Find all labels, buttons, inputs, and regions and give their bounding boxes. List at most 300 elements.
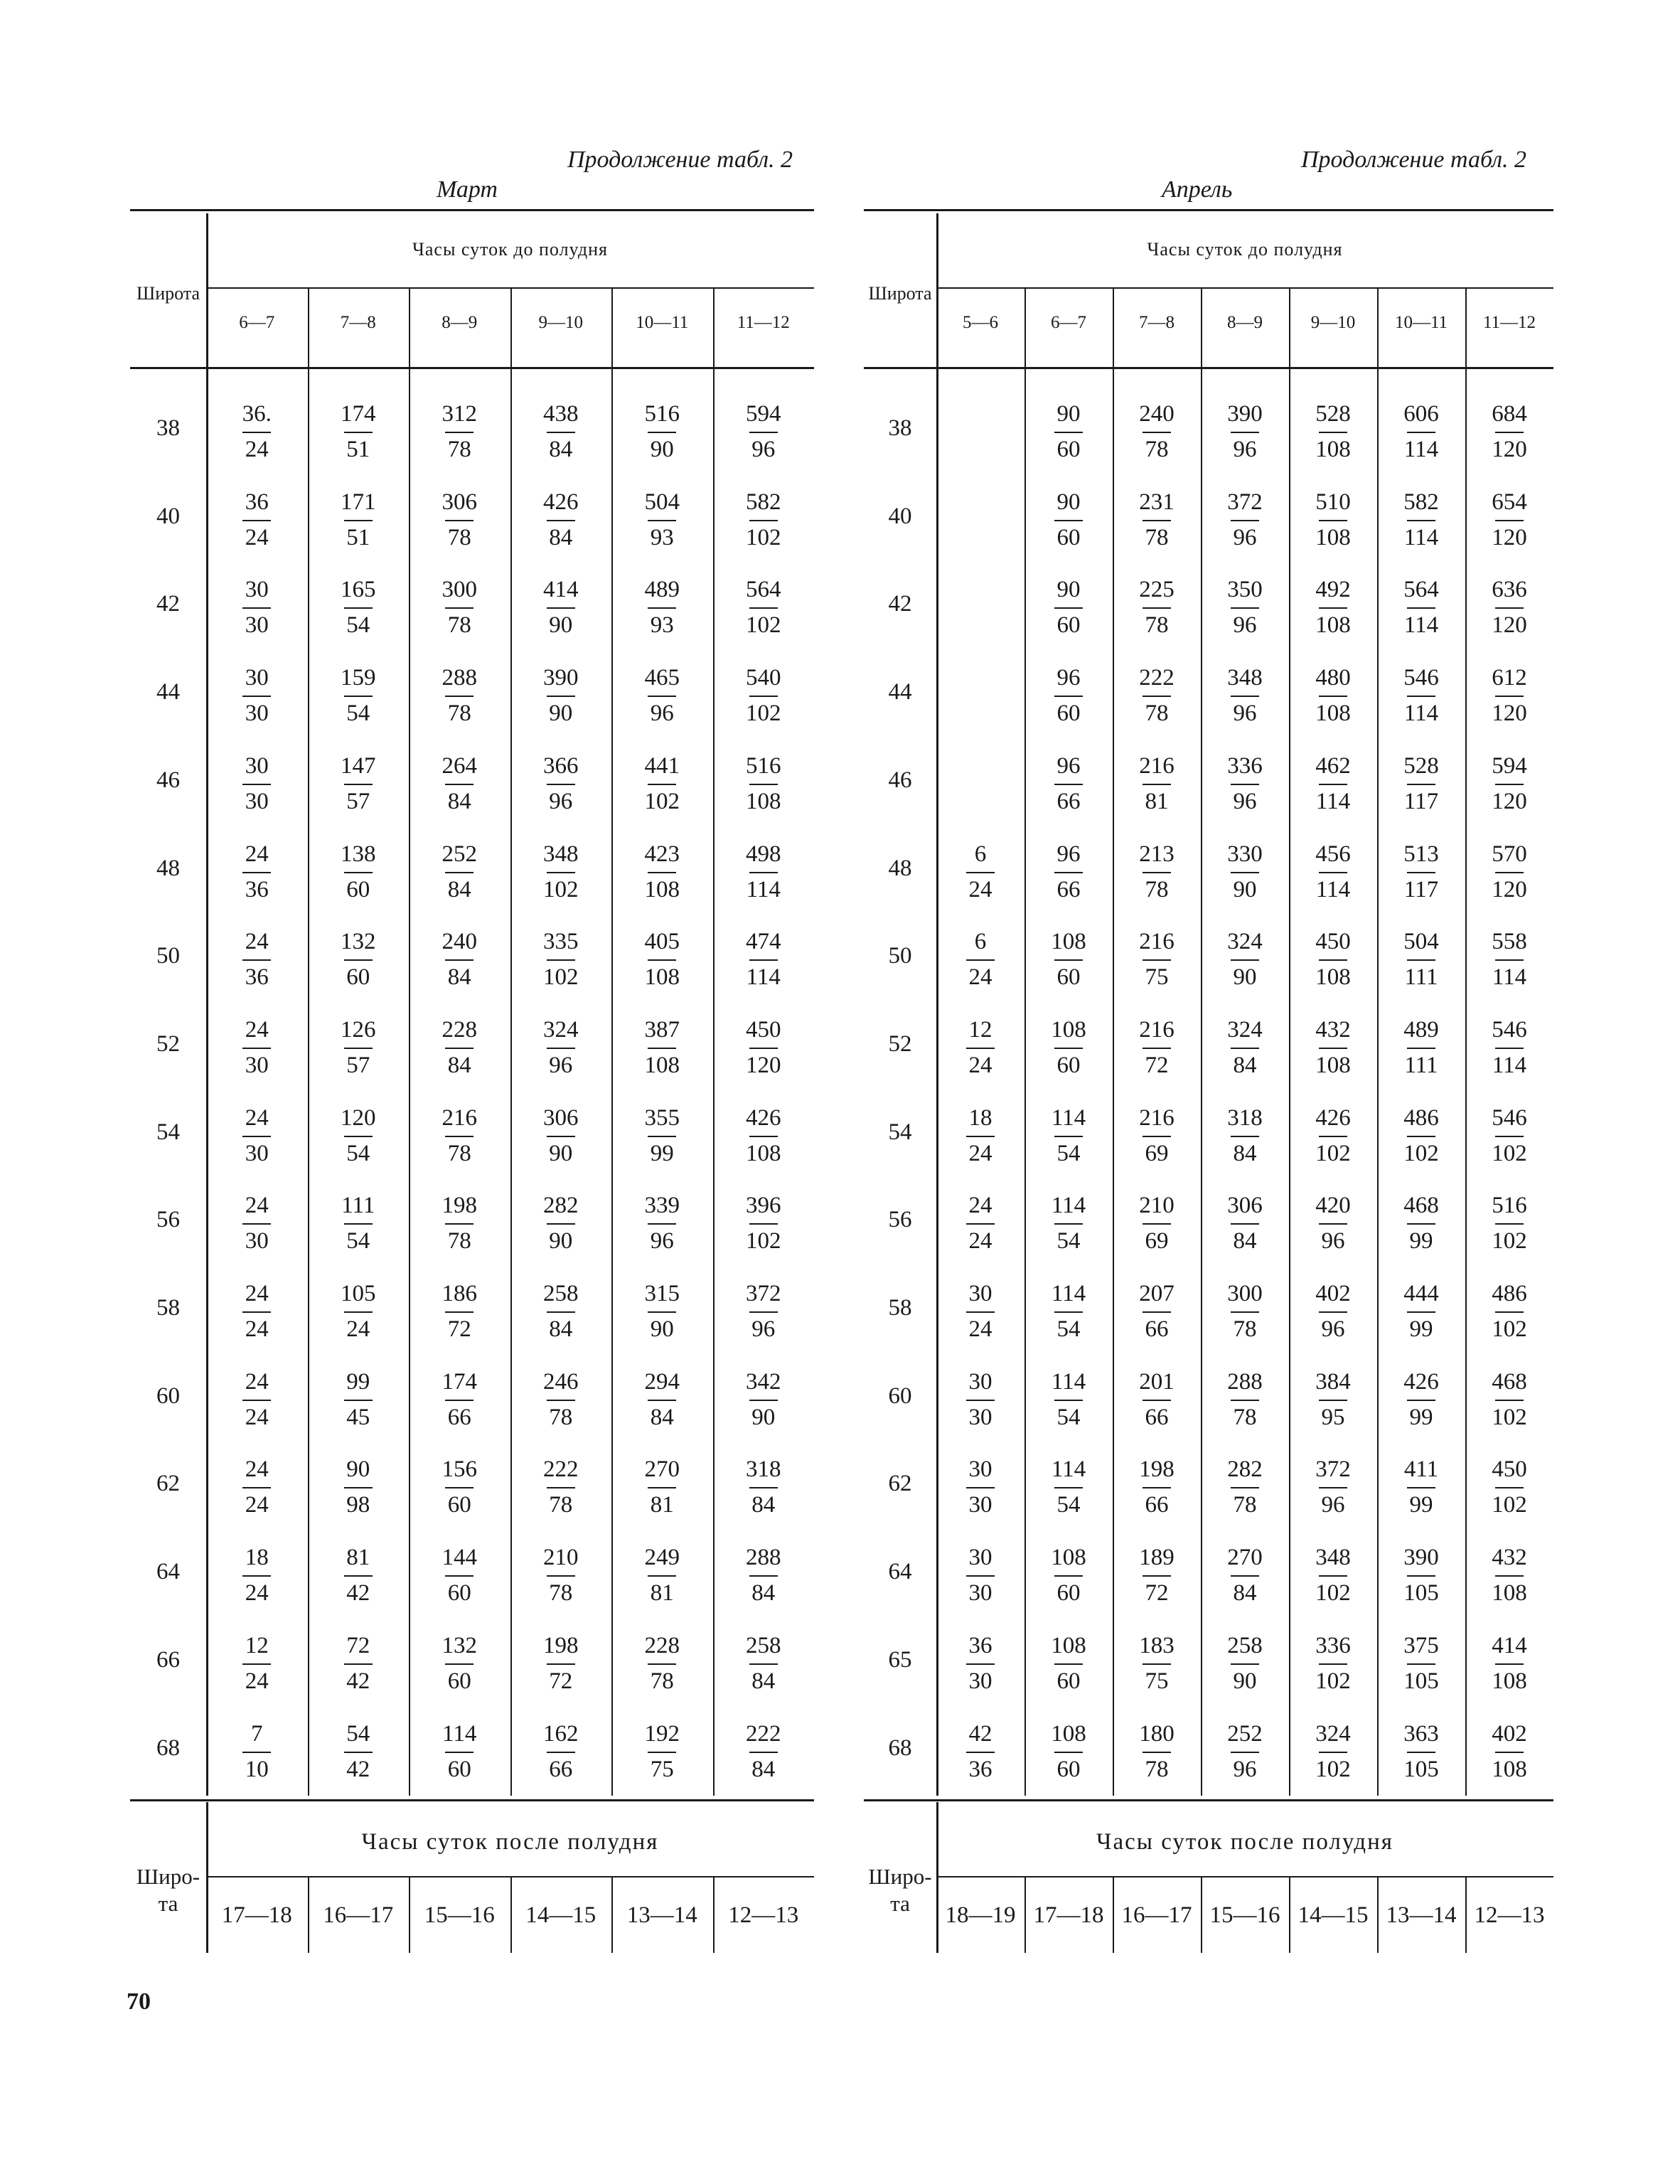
numerator: 30 [245, 577, 269, 603]
denominator: 90 [1233, 876, 1257, 902]
numerator: 198 [1139, 1456, 1175, 1483]
fraction-bar [1143, 1663, 1171, 1665]
fraction-bar [445, 432, 473, 433]
table-row [130, 1528, 814, 1616]
latitude-value: 50 [888, 943, 912, 969]
numerator: 240 [442, 929, 477, 955]
denominator: 108 [1492, 1756, 1527, 1782]
fraction-bar [1231, 1752, 1259, 1753]
numerator: 324 [543, 1016, 579, 1043]
numerator: 384 [1315, 1368, 1351, 1395]
fraction-bar [648, 1400, 676, 1401]
fraction-cell [1128, 1279, 1185, 1343]
denominator: 114 [1492, 964, 1527, 991]
denominator: 90 [549, 701, 573, 727]
denominator: 24 [245, 524, 269, 550]
denominator: 78 [1145, 701, 1169, 727]
numerator: 258 [746, 1632, 781, 1658]
fraction-bar [547, 432, 575, 433]
fraction-cell [633, 400, 690, 464]
fraction-bar [344, 520, 373, 521]
fraction-cell [533, 1016, 589, 1080]
table-row [864, 560, 1553, 648]
fraction-cell [1481, 1191, 1538, 1255]
denominator: 36 [968, 1756, 993, 1782]
numerator: 324 [1315, 1720, 1351, 1747]
numerator: 480 [1315, 665, 1351, 691]
fraction-bar [344, 1487, 373, 1488]
fraction-bar [1407, 872, 1435, 873]
fraction-bar [344, 1311, 373, 1313]
fraction-bar [1407, 959, 1435, 961]
numerator: 414 [543, 577, 579, 603]
denominator: 102 [644, 788, 680, 814]
numerator: 420 [1315, 1193, 1351, 1219]
fraction-bar [547, 1400, 575, 1401]
fraction-bar [547, 1752, 575, 1753]
fraction-cell [1216, 1191, 1273, 1255]
fraction-bar [1319, 1223, 1347, 1225]
fraction-bar [1054, 1663, 1083, 1665]
numerator: 372 [746, 1281, 781, 1306]
denominator: 84 [751, 1492, 776, 1518]
fraction-cell [1305, 752, 1361, 816]
fraction-cell [228, 1191, 285, 1255]
numerator: 342 [746, 1368, 781, 1395]
fraction-bar [242, 1663, 271, 1665]
numerator: 147 [341, 752, 376, 779]
denominator: 98 [346, 1492, 370, 1518]
table-row [864, 1352, 1553, 1440]
fraction-cell [1481, 752, 1538, 816]
column-header: 10—11 [636, 313, 689, 332]
numerator: 30 [968, 1281, 993, 1306]
latitude-value: 38 [156, 415, 180, 441]
fraction-bar [1319, 1487, 1347, 1488]
numerator: 252 [442, 841, 477, 867]
fraction-cell [1393, 1104, 1450, 1168]
table-row [864, 1176, 1553, 1264]
fraction-cell [1393, 664, 1450, 728]
fraction-cell [1481, 840, 1538, 904]
fraction-cell [1216, 927, 1273, 991]
fraction-bar [966, 959, 995, 961]
footer-column-header: 13—14 [1386, 1902, 1457, 1928]
fraction-cell [533, 664, 589, 728]
fraction-bar [445, 1575, 473, 1577]
denominator: 114 [1403, 524, 1439, 550]
fraction-bar [445, 520, 473, 521]
numerator: 24 [968, 1193, 993, 1219]
fraction-bar [1231, 872, 1259, 873]
denominator: 78 [447, 612, 471, 639]
numerator: 306 [442, 489, 477, 515]
fraction-cell [431, 927, 488, 991]
latitude-value: 44 [156, 679, 180, 705]
numerator: 330 [1227, 841, 1263, 867]
numerator: 348 [1227, 665, 1263, 691]
fraction-cell [533, 927, 589, 991]
fraction-bar [648, 1136, 676, 1137]
denominator: 54 [346, 701, 370, 727]
numerator: 249 [644, 1545, 680, 1571]
denominator: 105 [1403, 1580, 1439, 1607]
fraction-bar [966, 1048, 995, 1049]
fraction-cell [1128, 1368, 1185, 1432]
numerator: 510 [1315, 489, 1351, 515]
denominator: 10 [245, 1756, 269, 1782]
footer-span-after-noon: Часы суток после полудня [1096, 1829, 1393, 1855]
denominator: 24 [245, 1580, 269, 1607]
fraction-bar [1407, 1663, 1435, 1665]
fraction-bar [242, 784, 271, 785]
numerator: 594 [1492, 752, 1527, 779]
top-rule [130, 209, 814, 211]
denominator: 108 [1492, 1668, 1527, 1694]
numerator: 24 [245, 1368, 269, 1395]
fraction-bar [344, 959, 373, 961]
denominator: 30 [245, 1052, 269, 1078]
numerator: 612 [1492, 665, 1527, 691]
fraction-cell [633, 1104, 690, 1168]
fraction-cell [1216, 575, 1273, 639]
denominator: 84 [1233, 1228, 1257, 1255]
fraction-cell [330, 488, 387, 552]
denominator: 60 [1056, 524, 1081, 550]
fraction-cell [431, 1279, 488, 1343]
denominator: 66 [1145, 1492, 1169, 1518]
numerator: 315 [644, 1281, 680, 1306]
numerator: 216 [1139, 1104, 1175, 1131]
latitude-value: 64 [888, 1559, 912, 1585]
fraction-bar [1231, 959, 1259, 961]
numerator: 192 [644, 1720, 680, 1747]
column-header: 10—11 [1394, 313, 1448, 332]
denominator: 96 [1233, 1756, 1257, 1782]
fraction-bar [547, 607, 575, 609]
fraction-bar [242, 432, 271, 433]
denominator: 78 [1145, 437, 1169, 462]
fraction-bar [344, 432, 373, 433]
numerator: 441 [644, 752, 680, 779]
fraction-cell [330, 1455, 387, 1519]
fraction-cell [1128, 664, 1185, 728]
numerator: 426 [1403, 1368, 1439, 1395]
denominator: 60 [1056, 1580, 1081, 1607]
numerator: 528 [1403, 752, 1439, 779]
denominator: 102 [1492, 1492, 1527, 1518]
denominator: 102 [543, 964, 579, 991]
fraction-cell [1393, 1720, 1450, 1784]
denominator: 108 [644, 964, 680, 991]
denominator: 108 [746, 788, 781, 814]
fraction-cell [330, 1720, 387, 1784]
denominator: 84 [549, 524, 573, 550]
fraction-cell [1040, 1104, 1097, 1168]
footer-column-divider [510, 1877, 512, 1953]
footer-column-header: 12—13 [728, 1902, 799, 1928]
fraction-cell [1481, 1720, 1538, 1784]
denominator: 30 [968, 1668, 993, 1694]
fraction-cell [330, 400, 387, 464]
fraction-cell [1128, 400, 1185, 464]
denominator: 24 [245, 1492, 269, 1518]
numerator: 396 [746, 1193, 781, 1219]
fraction-cell [330, 1191, 387, 1255]
fraction-cell [1128, 1631, 1185, 1695]
numerator: 81 [346, 1545, 370, 1571]
fraction-bar [1495, 1575, 1524, 1577]
denominator: 114 [746, 964, 781, 991]
denominator: 54 [1056, 1140, 1081, 1166]
fraction-bar [547, 1223, 575, 1225]
numerator: 7 [251, 1720, 263, 1747]
denominator: 78 [1233, 1492, 1257, 1518]
fraction-cell [1128, 1543, 1185, 1607]
denominator: 114 [1492, 1052, 1527, 1078]
denominator: 102 [1492, 1228, 1527, 1255]
denominator: 78 [447, 701, 471, 727]
fraction-cell [952, 1368, 1009, 1432]
fraction-bar [966, 1136, 995, 1137]
numerator: 387 [644, 1016, 680, 1043]
denominator: 102 [746, 701, 781, 727]
fraction-cell [533, 1279, 589, 1343]
numerator: 405 [644, 929, 680, 955]
fraction-bar [1319, 607, 1347, 609]
fraction-cell [1128, 840, 1185, 904]
numerator: 30 [245, 665, 269, 691]
fraction-cell [952, 1543, 1009, 1607]
fraction-bar [1143, 432, 1171, 433]
numerator: 186 [442, 1281, 477, 1306]
denominator: 99 [650, 1140, 674, 1166]
fraction-bar [1319, 520, 1347, 521]
fraction-bar [547, 520, 575, 521]
table-row [130, 1704, 814, 1792]
denominator: 60 [1056, 1756, 1081, 1782]
fraction-bar [1231, 1400, 1259, 1401]
numerator: 114 [1051, 1193, 1086, 1219]
fraction-bar [547, 1575, 575, 1577]
fraction-cell [1481, 1631, 1538, 1695]
denominator: 72 [1145, 1052, 1169, 1078]
fraction-cell [228, 575, 285, 639]
numerator: 318 [1227, 1104, 1263, 1131]
denominator: 84 [447, 876, 471, 902]
fraction-bar [1231, 1487, 1259, 1488]
numerator: 654 [1492, 489, 1527, 515]
denominator: 60 [447, 1580, 471, 1607]
numerator: 546 [1403, 665, 1439, 691]
denominator: 108 [1315, 524, 1351, 550]
table-row [864, 736, 1553, 824]
fraction-cell [1128, 752, 1185, 816]
numerator: 546 [1492, 1104, 1527, 1131]
numerator: 366 [543, 752, 579, 779]
fraction-cell [431, 1368, 488, 1432]
fraction-bar [1054, 1400, 1083, 1401]
denominator: 114 [746, 876, 781, 902]
fraction-bar [445, 1223, 473, 1225]
fraction-cell [952, 927, 1009, 991]
numerator: 282 [1227, 1456, 1263, 1483]
fraction-bar [1231, 1311, 1259, 1313]
fraction-bar [1495, 520, 1524, 521]
footer-span-after-noon: Часы суток после полудня [361, 1829, 659, 1855]
footer-column-divider [713, 1877, 715, 1953]
denominator: 81 [650, 1492, 674, 1518]
fraction-cell [633, 1631, 690, 1695]
fraction-bar [1407, 607, 1435, 609]
fraction-cell [228, 1368, 285, 1432]
denominator: 90 [1233, 964, 1257, 991]
fraction-cell [533, 400, 589, 464]
denominator: 69 [1145, 1228, 1169, 1255]
fraction-bar [1407, 432, 1435, 433]
table-row [130, 1439, 814, 1528]
denominator: 78 [549, 1492, 573, 1518]
fraction-cell [1481, 1455, 1538, 1519]
fraction-cell [1305, 1191, 1361, 1255]
denominator: 84 [549, 437, 573, 462]
fraction-bar [1495, 1752, 1524, 1753]
numerator: 335 [543, 929, 579, 955]
fraction-cell [1216, 1104, 1273, 1168]
fraction-bar [547, 1663, 575, 1665]
latitude-value: 46 [156, 767, 180, 793]
table-row [130, 1000, 814, 1088]
fraction-cell [431, 1455, 488, 1519]
latitude-value: 54 [156, 1119, 180, 1145]
denominator: 114 [1403, 437, 1439, 462]
fraction-bar [344, 1048, 373, 1049]
fraction-cell [1393, 1191, 1450, 1255]
numerator: 426 [1315, 1104, 1351, 1131]
numerator: 132 [442, 1632, 477, 1658]
fraction-bar [1054, 1048, 1083, 1049]
footer-column-header: 15—16 [424, 1902, 495, 1928]
fraction-cell [1216, 1368, 1273, 1432]
fraction-bar [1407, 1311, 1435, 1313]
fraction-cell [1040, 1631, 1097, 1695]
table-row [864, 472, 1553, 560]
fraction-cell [1216, 752, 1273, 816]
fraction-bar [966, 1311, 995, 1313]
denominator: 93 [650, 524, 674, 550]
numerator: 462 [1315, 752, 1351, 779]
denominator: 42 [346, 1756, 370, 1782]
latitude-value: 42 [156, 591, 180, 617]
denominator: 114 [1315, 876, 1351, 902]
denominator: 54 [1056, 1228, 1081, 1255]
numerator: 120 [341, 1104, 376, 1131]
numerator: 306 [1227, 1193, 1263, 1219]
fraction-cell [1216, 664, 1273, 728]
fraction-cell [431, 840, 488, 904]
numerator: 183 [1139, 1632, 1175, 1658]
denominator: 30 [968, 1404, 993, 1430]
fraction-cell [1040, 1016, 1097, 1080]
fraction-cell [1040, 575, 1097, 639]
numerator: 564 [746, 577, 781, 603]
denominator: 114 [1403, 701, 1439, 727]
denominator: 72 [1145, 1580, 1169, 1607]
fraction-bar [242, 1752, 271, 1753]
fraction-cell [330, 1016, 387, 1080]
fraction-bar [1231, 1223, 1259, 1225]
numerator: 372 [1227, 489, 1263, 515]
fraction-cell [533, 840, 589, 904]
numerator: 90 [1056, 577, 1081, 603]
numerator: 450 [1315, 929, 1351, 955]
denominator: 78 [447, 437, 471, 462]
numerator: 465 [644, 665, 680, 691]
fraction-cell [1040, 488, 1097, 552]
fraction-cell [330, 840, 387, 904]
fraction-bar [1495, 1663, 1524, 1665]
fraction-bar [1143, 696, 1171, 697]
denominator: 60 [346, 876, 370, 902]
numerator: 516 [644, 401, 680, 427]
numerator: 174 [341, 401, 376, 427]
fraction-bar [242, 696, 271, 697]
numerator: 30 [968, 1456, 993, 1483]
denominator: 99 [1409, 1492, 1433, 1518]
header-bottom-rule [130, 367, 814, 369]
latitude-value: 56 [888, 1207, 912, 1233]
fraction-bar [1495, 1311, 1524, 1313]
denominator: 96 [1233, 612, 1257, 639]
fraction-bar [1407, 696, 1435, 697]
fraction-cell [735, 664, 792, 728]
denominator: 96 [1233, 788, 1257, 814]
numerator: 216 [1139, 929, 1175, 955]
numerator: 348 [1315, 1545, 1351, 1571]
numerator: 468 [1403, 1193, 1439, 1219]
denominator: 78 [1145, 1756, 1169, 1782]
numerator: 216 [1139, 752, 1175, 779]
numerator: 390 [543, 665, 579, 691]
footer-column-divider [1201, 1877, 1202, 1953]
fraction-bar [1319, 1752, 1347, 1753]
fraction-bar [1231, 1575, 1259, 1577]
numerator: 336 [1315, 1632, 1351, 1658]
fraction-bar [1054, 1752, 1083, 1753]
footer-latitude-label-line2: та [890, 1891, 910, 1916]
numerator: 258 [543, 1281, 579, 1306]
footer-column-header: 14—15 [1298, 1902, 1369, 1928]
fraction-bar [1143, 872, 1171, 873]
fraction-bar [344, 1223, 373, 1225]
table-row [130, 648, 814, 736]
denominator: 120 [1492, 612, 1527, 639]
fraction-cell [1393, 1631, 1450, 1695]
numerator: 489 [644, 577, 680, 603]
fraction-cell [1128, 1191, 1185, 1255]
fraction-bar [1495, 872, 1524, 873]
numerator: 108 [1051, 1632, 1086, 1658]
fraction-bar [1054, 959, 1083, 961]
fraction-bar [445, 1663, 473, 1665]
numerator: 24 [245, 841, 269, 867]
fraction-cell [1216, 1279, 1273, 1343]
fraction-bar [1143, 520, 1171, 521]
table-row [130, 1264, 814, 1352]
right-month-title: Апрель [1162, 176, 1233, 203]
numerator: 216 [1139, 1016, 1175, 1043]
fraction-bar [445, 784, 473, 785]
